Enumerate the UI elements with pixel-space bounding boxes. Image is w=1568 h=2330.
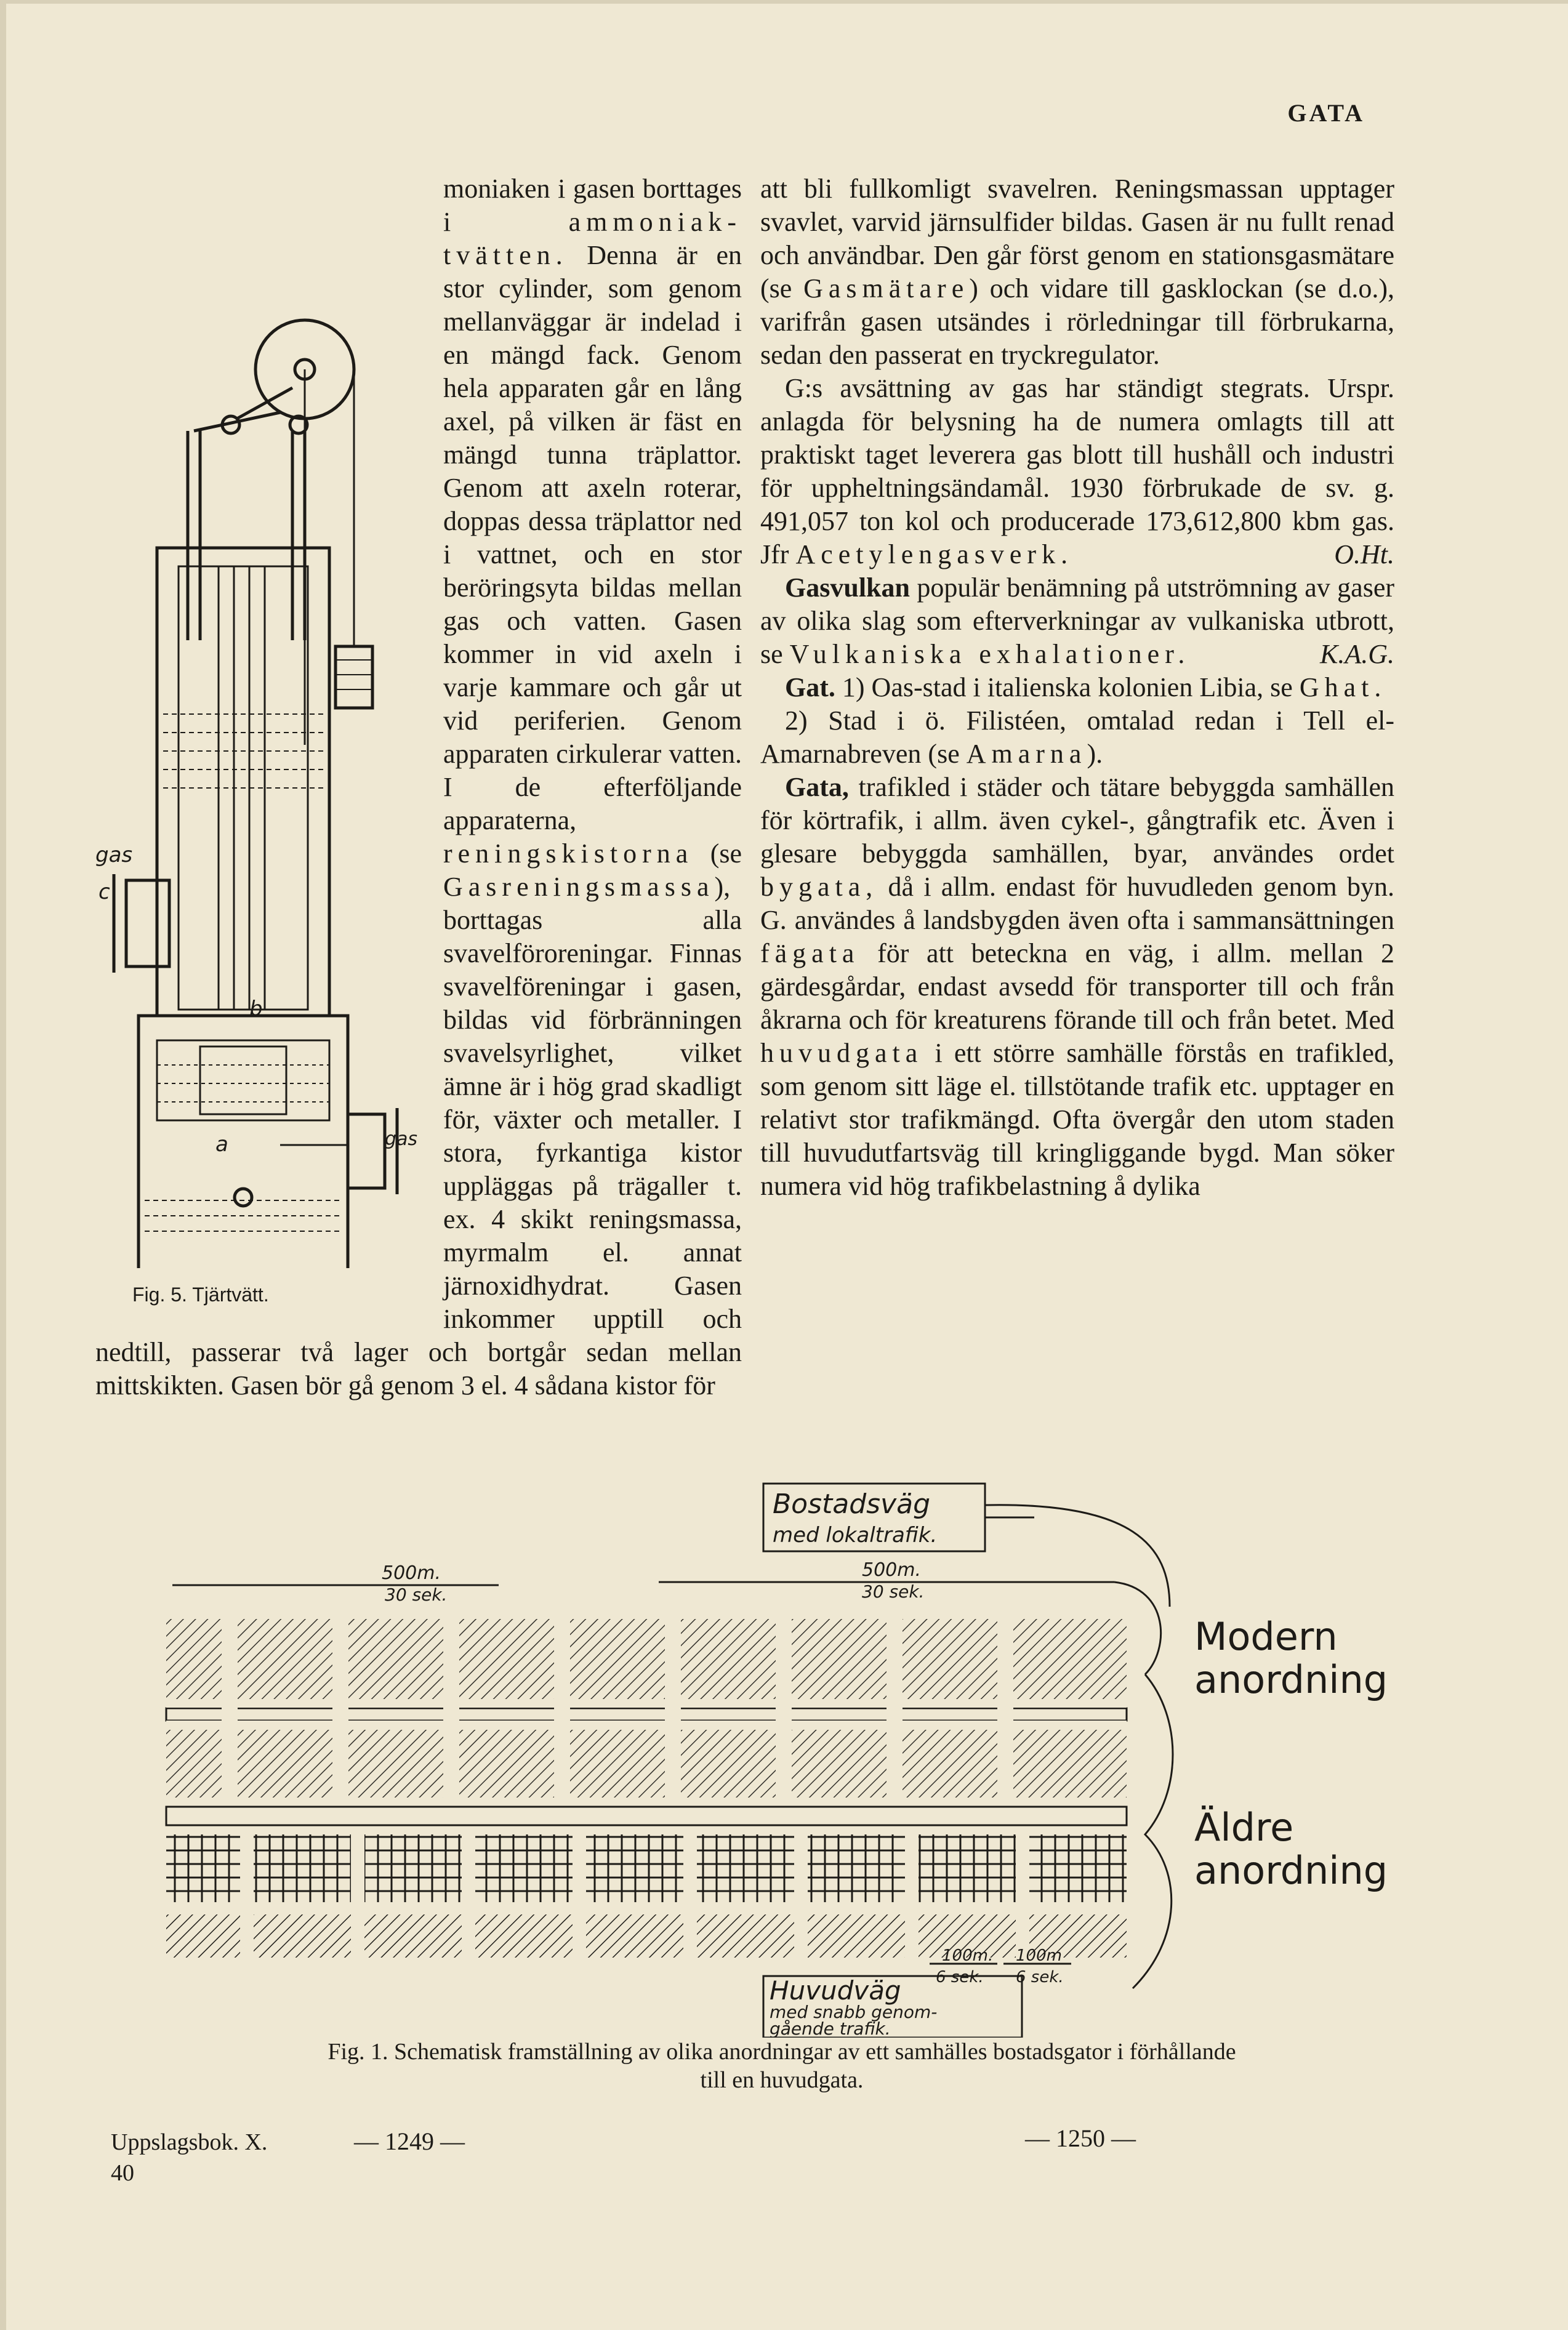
figure-1-caption	[117, 2038, 1447, 2094]
dist-left-meters: 500m.	[382, 1562, 441, 1584]
label-c: c	[99, 880, 110, 904]
signature-kag: K.A.G.	[1320, 639, 1394, 669]
page-number-left: — 1249 —	[354, 2127, 465, 2155]
small-dist-3: 100m	[1016, 1946, 1062, 1965]
huvudvag-line-3: gående trafik.	[770, 2019, 891, 2038]
term-acetylengasverk: Acetylengasverk.	[795, 539, 1074, 569]
figure-1	[148, 1471, 1416, 2056]
headword-gasvulkan: Gasvulkan	[785, 572, 910, 603]
right-column	[760, 172, 1394, 1447]
signature-oht: O.Ht.	[1334, 539, 1394, 569]
figure-5-caption: Fig. 5. Tjärtvätt.	[132, 1284, 269, 1306]
bostadsvag-title: Bostadsväg	[773, 1488, 931, 1520]
entry-gat-2: 2) Stad i ö. Filistéen, omtalad redan i Tell el-Amarnabreven (se Amarna).	[760, 705, 1394, 769]
modern-layout-blocks	[166, 1619, 1127, 1798]
footer-book-info	[111, 2127, 267, 2188]
term-ammoniaktvatten: ammoniak-tvätten.	[443, 207, 742, 270]
term-amarna: Amarna	[966, 739, 1087, 769]
gas-outlet-pipe	[348, 1114, 385, 1188]
label-aldre: Äldre	[1194, 1805, 1294, 1850]
left-paragraph: moniaken i gasen borttages i ammoniak-tvätten. Denna är en stor cylinder, som genom mellanväggar är indelad i en mängd fack. Genom hela apparaten går en lång axel, på vilken är fäst en mängd tunna träplattor. Genom att axeln roterar, doppas dessa träplattor ned i vattnet, och en stor beröringsyta bildas mellan gas och vatten. Gasen kommer in vid axeln i varje kammare och går ut vid periferien. Genom apparaten cirkulerar vatten. I de efterföljande apparaterna, reningskistorna (se Gasreningsmassa), borttagas alla svavelföroreningar. Finnas svavelföreningar i gasen, bildas vid förbränningen svavelsyrlighet, vilket ämne är i hög grad skadligt för, växter och metaller. I stora, fyrkantiga kistor uppläggas på trägaller t. ex. 4 skikt reningsmassa, myrmalm el. annat järnoxidhydrat. Gasen inkommer upptill och nedtill, passerar två lager och bortgår sedan mellan mittskikten. Gasen bör gå genom 3 el. 4 sådana kistor för	[95, 174, 742, 1400]
figure-1-caption-line-1: Fig. 1. Schematisk framställning av olika anordningar av ett samhälles bostadsgator i förhållande	[328, 2039, 1236, 2065]
headword-gata: Gata,	[785, 772, 849, 802]
footer-sheet-number: 40	[111, 2160, 134, 2186]
term-vulkaniska: Vulkaniska exhalationer.	[789, 639, 1191, 669]
term-huvudgata: huvudgata	[760, 1038, 923, 1068]
entry-gata: Gata, trafikled i städer och tätare bebyggda samhällen för körtrafik, i allm. även cykel-, gångtrafik etc. Även i glesare bebyggda samhällen, byar, användes ordet bygata, då i allm. endast för huvudleden genom byn. G. användes å landsbygden även ofta i sammansättningen fägata för att beteckna en väg, i allm. mellan 2 gärdesgårdar, endast avsedd för transporter till och från åkrarna och för kreaturens förande till och från betet. Med huvudgata i ett större samhälle förstås en trafikled, som genom sitt läge el. tillstötande trafik etc. upptager en relativt stor trafikmängd. Ofta övergår den utom staden till huvudutfartsväg till kringliggande bygd. Man söker numera vid hög trafikbelastning å dylika	[760, 772, 1394, 1201]
label-aldre-anordning: anordning	[1194, 1848, 1388, 1893]
paragraph-gas-sales: G:s avsättning av gas har ständigt stegrats. Urspr. anlagda för belysning ha de numera omlagts till att praktiskt taget leverera gas blott till hushåll och industri för uppheltningsändamål. 1930 förbrukade de sv. g. 491,057 ton kol och producerade 173,612,800 kbm gas. Jfr Acetylengasverk. O.Ht.	[760, 372, 1394, 571]
lower-chamber	[139, 1016, 348, 1268]
figure-5	[95, 246, 431, 1311]
small-dist-4: 6 sek.	[1016, 1968, 1064, 1987]
figure-1-caption-line-2: till en huvudgata.	[700, 2067, 864, 2093]
paragraph-gas-flow: att bli fullkomligt svavelren. Reningsmassan upptager svavlet, varvid järnsulfider bildas. Gasen är nu fullt renad och användbar. Den går först genom en stationsgasmätare (se Gasmätare) och vidare till gasklockan (se d.o.), varifrån gasen utsändes i rörledningar till förbrukarna, sedan den passerat en tryckregulator.	[760, 174, 1394, 370]
street-layout-diagram	[148, 1471, 1416, 2038]
label-b: b	[249, 997, 263, 1021]
label-modern-anordning: anordning	[1194, 1657, 1388, 1702]
huvudvag-line-2: med snabb genom-	[770, 2002, 938, 2022]
term-fagata: fägata	[760, 938, 860, 968]
footer-book-title: Uppslagsbok. X.	[111, 2129, 268, 2155]
term-gasreningsmassa: Gasreningsmassa	[443, 872, 715, 902]
term-gasmatare: Gasmätare	[803, 273, 970, 303]
label-a: a	[215, 1132, 228, 1157]
older-layout-blocks	[166, 1834, 1127, 1958]
small-dist-1: 100m.	[942, 1946, 994, 1965]
term-reningskistorna: reningskistorna	[443, 838, 694, 869]
label-modern: Modern	[1194, 1614, 1338, 1659]
entry-gat-1: Gat. 1) Oas-stad i italienska kolonien Libia, se Ghat.	[785, 672, 1387, 702]
counterweight	[336, 646, 372, 708]
label-gas-in: gas	[95, 843, 133, 867]
term-ghat: Ghat.	[1299, 672, 1387, 702]
tar-washer-diagram	[95, 246, 431, 1268]
small-dist-2: 6 sek.	[936, 1968, 984, 1987]
entry-gasvulkan: Gasvulkan populär benämning på utströmning av gaser av olika slag som efterverkningar av vulkaniska utbrott, se Vulkaniska exhalationer. K.A.G.	[760, 571, 1394, 671]
dist-right-meters: 500m.	[862, 1559, 922, 1581]
dist-left-seconds: 30 sek.	[385, 1585, 448, 1605]
page-number-right: — 1250 —	[1025, 2124, 1136, 2152]
dist-right-seconds: 30 sek.	[862, 1581, 925, 1602]
headword-gat: Gat.	[785, 672, 835, 702]
left-column-text	[95, 172, 742, 1402]
bostadsvag-subtitle: med lokaltrafik.	[773, 1523, 938, 1548]
main-road	[166, 1807, 1127, 1825]
label-gas-out: gas	[385, 1128, 418, 1150]
left-column	[95, 172, 742, 1453]
gas-inlet-pipe	[126, 880, 169, 966]
term-bygata: bygata,	[760, 872, 878, 902]
huvudvag-title: Huvudväg	[770, 1975, 901, 2006]
running-head: GATA	[1287, 99, 1365, 127]
right-column-text	[760, 172, 1394, 1203]
